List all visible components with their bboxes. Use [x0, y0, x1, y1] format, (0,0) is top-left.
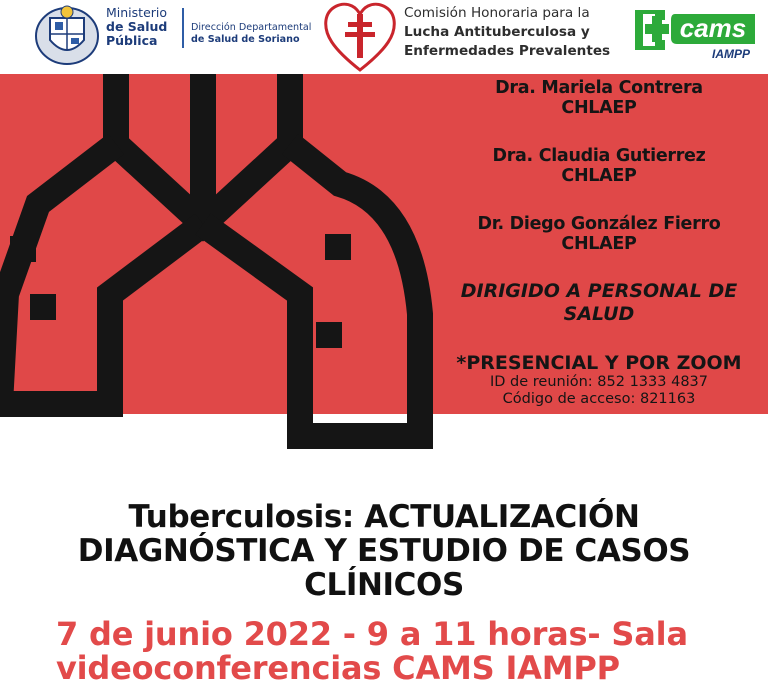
speaker-name: Dr. Diego González Fierro — [477, 214, 721, 234]
ministry-line-2: de Salud — [106, 19, 168, 34]
audience-note — [430, 280, 768, 326]
speaker-name: Dra. Claudia Gutierrez — [492, 146, 706, 166]
uruguay-coat-of-arms-icon — [34, 4, 100, 66]
department-name — [191, 22, 311, 46]
department-line-2: de Salud de Soriano — [191, 34, 300, 45]
cams-logo-text: cams — [679, 13, 747, 43]
event-date-line-1: 7 de junio 2022 - 9 a 11 horas- Sala — [56, 615, 688, 653]
speaker-3 — [430, 214, 768, 254]
title-line-2: DIAGNÓSTICA Y ESTUDIO DE CASOS — [77, 533, 691, 569]
speaker-2 — [430, 146, 768, 186]
event-title — [0, 500, 768, 602]
title-line-1: Tuberculosis: ACTUALIZACIÓN — [128, 499, 640, 535]
audience-line-2: SALUD — [563, 303, 635, 325]
cams-logo-sub: IAMPP — [711, 47, 751, 61]
cross-of-lorraine-heart-icon — [322, 0, 398, 74]
department-line-1: Dirección Departamental — [191, 22, 312, 33]
commission-name — [404, 4, 610, 61]
meeting-id: ID de reunión: 852 1333 4837 — [489, 374, 708, 390]
meeting-info — [430, 374, 768, 408]
modality-label: *PRESENCIAL Y POR ZOOM — [456, 352, 742, 374]
title-line-3: CLÍNICOS — [304, 567, 464, 603]
commission-line-1: Comisión Honoraria para la — [404, 5, 590, 21]
ministry-name — [106, 6, 167, 48]
event-date-line-2: videoconferencias CAMS IAMPP — [56, 649, 620, 687]
lungs-icon — [0, 74, 450, 454]
speaker-org: CHLAEP — [561, 166, 637, 186]
header-divider — [182, 8, 184, 48]
speaker-org: CHLAEP — [561, 234, 637, 254]
commission-line-3: Enfermedades Prevalentes — [404, 43, 611, 59]
meeting-code: Código de acceso: 821163 — [502, 391, 696, 407]
speaker-org: CHLAEP — [561, 98, 637, 118]
ministry-line-3: Pública — [106, 33, 158, 48]
speaker-1 — [430, 78, 768, 118]
audience-line-1: DIRIGIDO A PERSONAL DE — [460, 280, 738, 302]
ministry-line-1: Ministerio — [106, 5, 168, 20]
cams-logo-icon — [631, 2, 759, 62]
commission-line-2: Lucha Antituberculosa y — [404, 24, 590, 40]
speaker-name: Dra. Mariela Contrera — [495, 78, 703, 98]
